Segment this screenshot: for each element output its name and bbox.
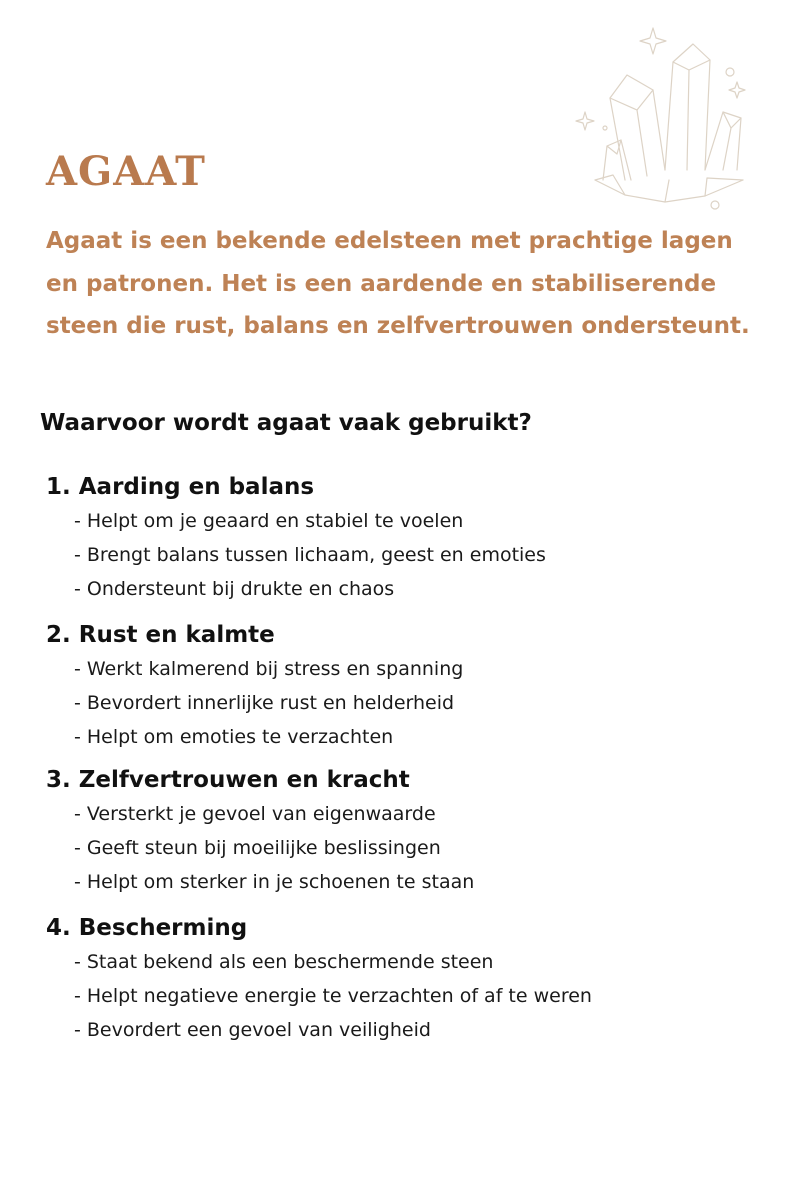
list-item — [74, 504, 766, 538]
list-item — [74, 979, 766, 1013]
section-bescherming — [46, 911, 766, 1047]
list-item — [74, 831, 766, 865]
page-title: AGAAT — [46, 148, 206, 195]
section-heading: 4. Bescherming — [46, 915, 248, 941]
list-item-text: Bevordert innerlijke rust en helderheid — [86, 692, 455, 714]
list-item-text: Helpt om emoties te verzachten — [86, 726, 394, 748]
section-rust-en-kalmte — [46, 618, 766, 754]
section-heading: 2. Rust en kalmte — [46, 622, 275, 648]
bullet-dash: - — [74, 1019, 81, 1041]
bullet-dash: - — [74, 871, 81, 893]
crystal-cluster-icon — [565, 20, 755, 220]
list-item — [74, 538, 766, 572]
list-item — [74, 572, 766, 606]
list-item — [74, 865, 766, 899]
bullet-dash: - — [74, 658, 81, 680]
section-aarding-en-balans — [46, 470, 766, 606]
list-item-text: Geeft steun bij moeilijke beslissingen — [86, 837, 441, 859]
section-list — [46, 797, 766, 899]
list-item — [74, 797, 766, 831]
list-item — [74, 686, 766, 720]
section-list — [46, 504, 766, 606]
list-item-text: Werkt kalmerend bij stress en spanning — [86, 658, 464, 680]
intro-paragraph: Agaat is een bekende edelsteen met prachtige lagen en patronen. Het is een aardende en stabiliserende steen die rust, balans en zelfvertrouwen ondersteunt. — [46, 228, 750, 339]
bullet-dash: - — [74, 837, 81, 859]
bullet-dash: - — [74, 726, 81, 748]
bullet-dash: - — [74, 544, 81, 566]
list-item-text: Versterkt je gevoel van eigenwaarde — [86, 803, 436, 825]
list-item-text: Ondersteunt bij drukte en chaos — [86, 578, 395, 600]
bullet-dash: - — [74, 692, 81, 714]
list-item-text: Helpt negatieve energie te verzachten of af te weren — [86, 985, 592, 1007]
section-heading: 3. Zelfvertrouwen en kracht — [46, 767, 410, 793]
list-item — [74, 652, 766, 686]
question-heading: Waarvoor wordt agaat vaak gebruikt? — [40, 410, 532, 436]
list-item-text: Helpt om sterker in je schoenen te staan — [86, 871, 475, 893]
bullet-dash: - — [74, 510, 81, 532]
bullet-dash: - — [74, 951, 81, 973]
bullet-dash: - — [74, 803, 81, 825]
list-item-text: Helpt om je geaard en stabiel te voelen — [86, 510, 464, 532]
list-item-text: Bevordert een gevoel van veiligheid — [86, 1019, 431, 1041]
list-item — [74, 1013, 766, 1047]
list-item — [74, 945, 766, 979]
list-item-text: Staat bekend als een beschermende steen — [86, 951, 494, 973]
bullet-dash: - — [74, 578, 81, 600]
list-item — [74, 720, 766, 754]
section-heading: 1. Aarding en balans — [46, 474, 315, 500]
bullet-dash: - — [74, 985, 81, 1007]
section-list — [46, 652, 766, 754]
section-list — [46, 945, 766, 1047]
list-item-text: Brengt balans tussen lichaam, geest en emoties — [86, 544, 546, 566]
section-zelfvertrouwen-en-kracht — [46, 763, 766, 899]
